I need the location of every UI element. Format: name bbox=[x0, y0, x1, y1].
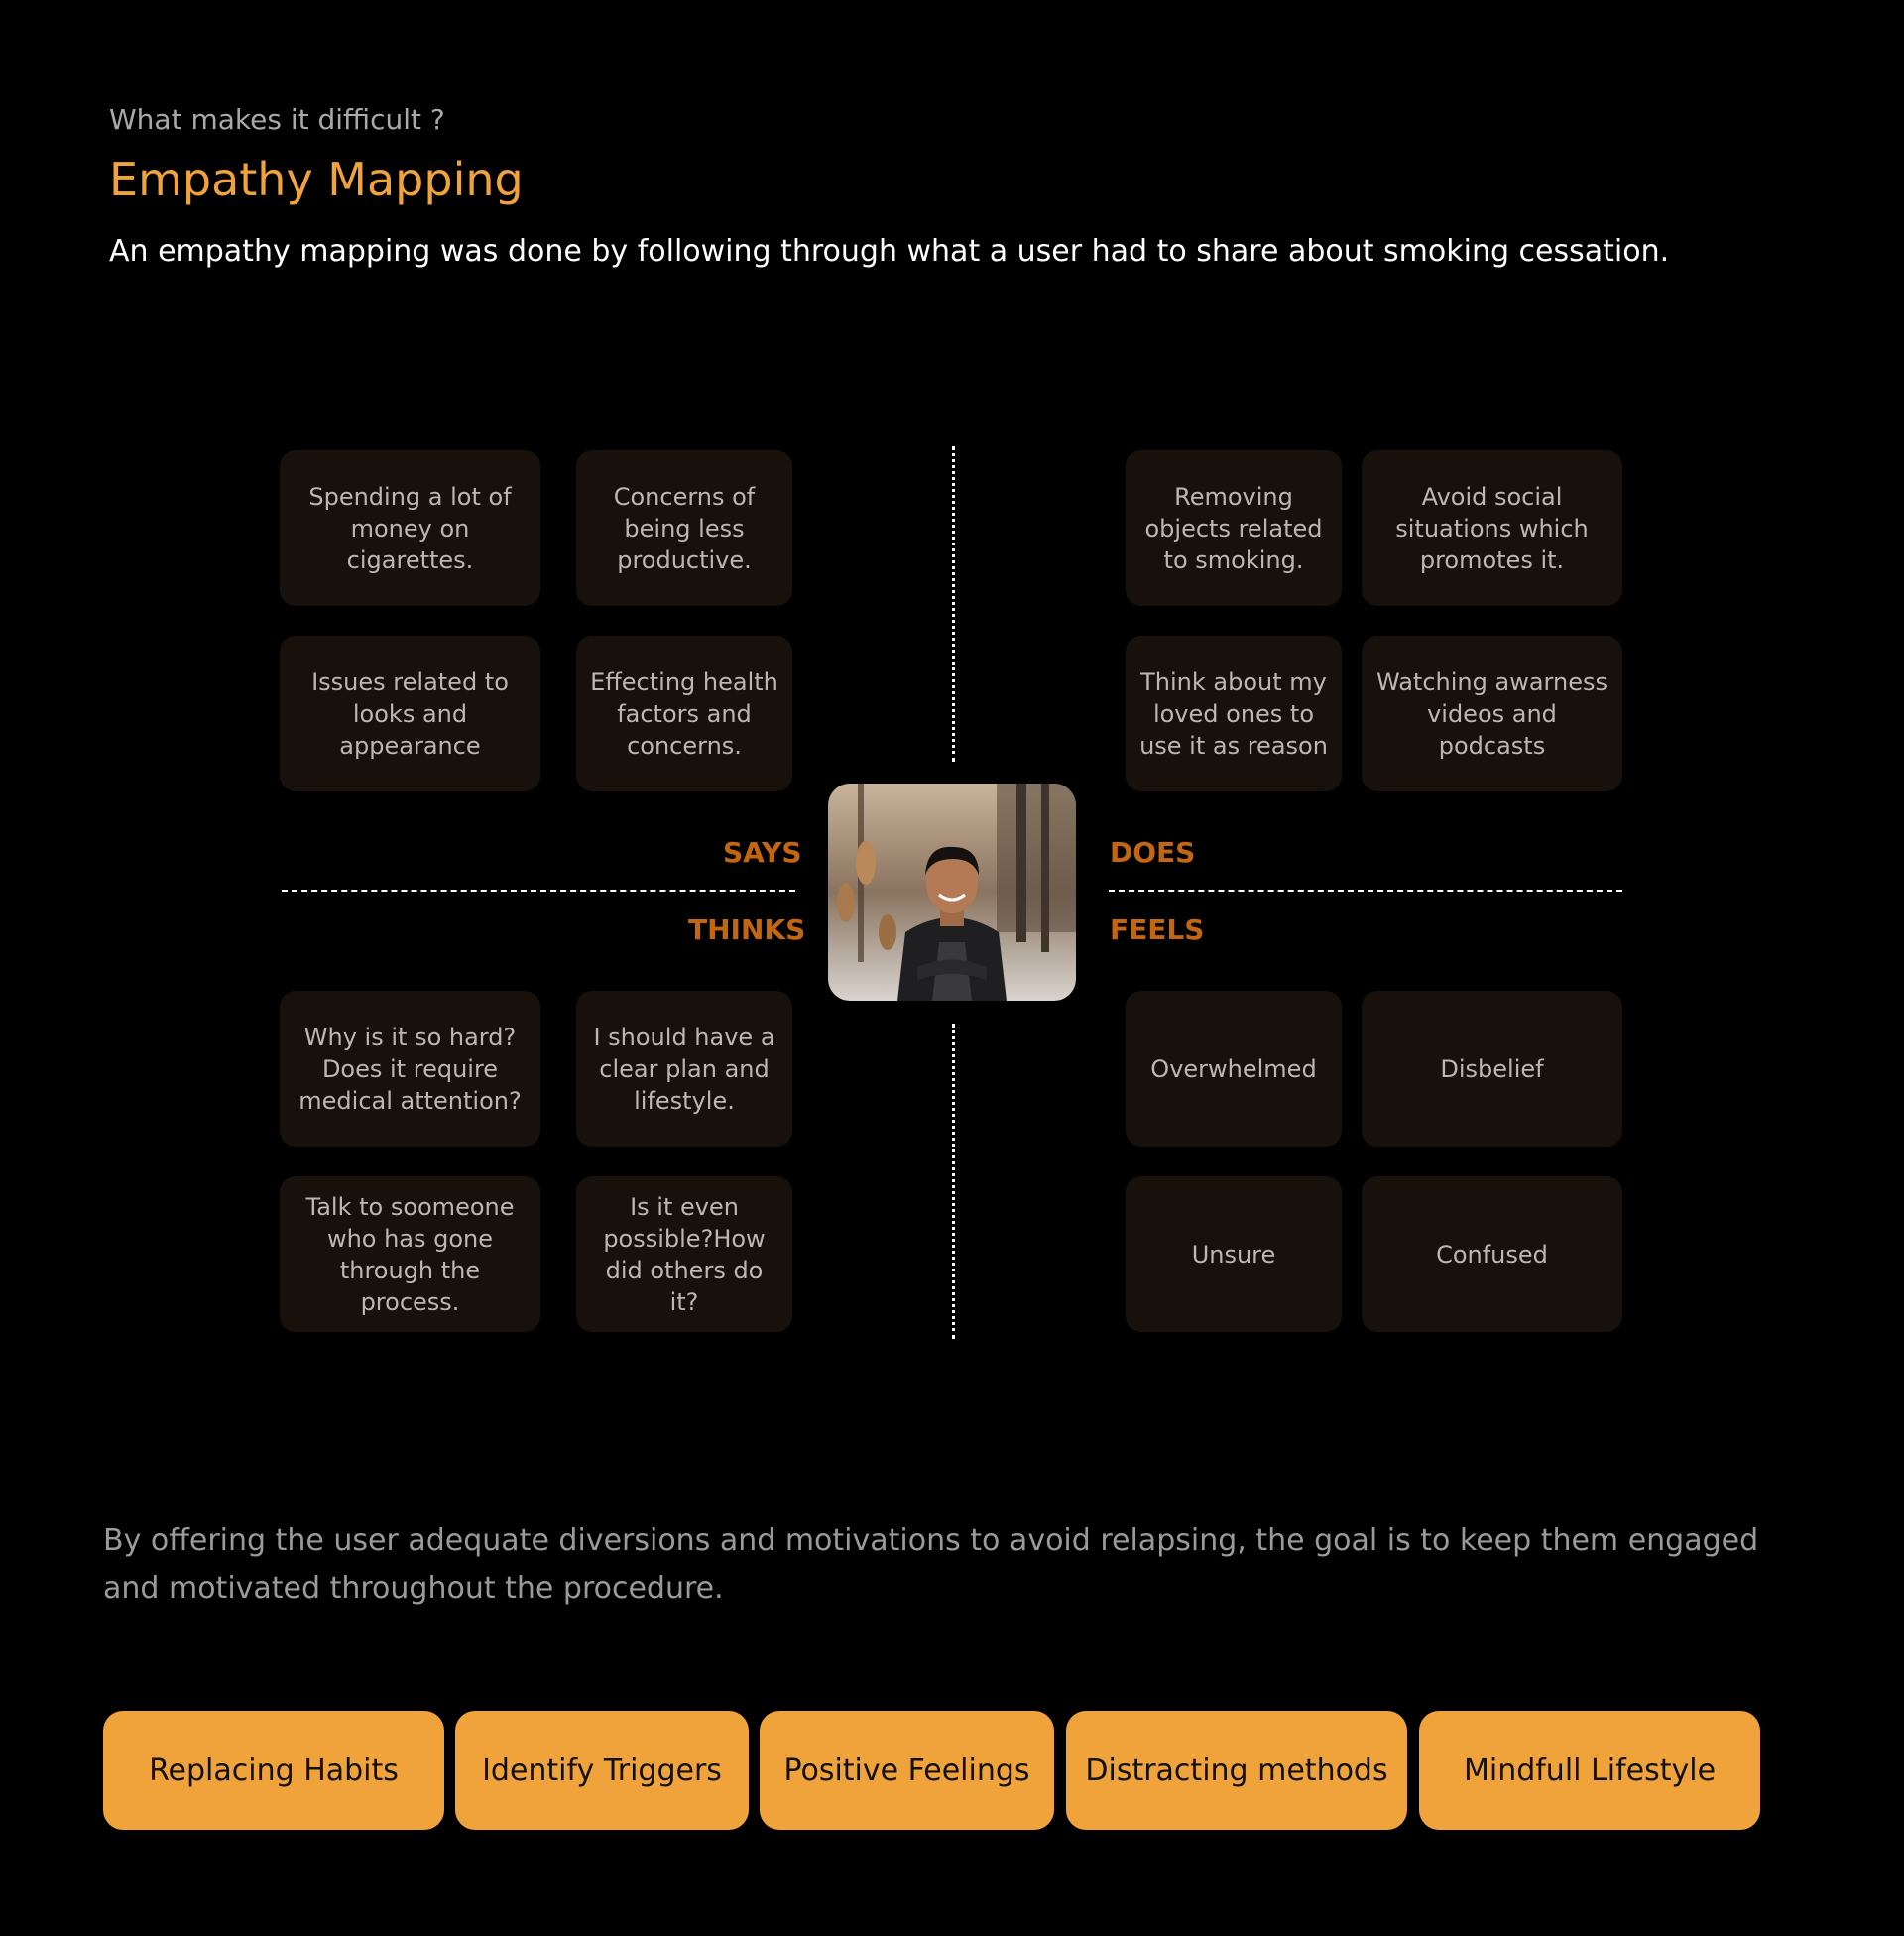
does-card: Think about my loved ones to use it as reason bbox=[1126, 636, 1342, 791]
horizontal-divider-left bbox=[282, 890, 795, 892]
says-card: Issues related to looks and appearance bbox=[280, 636, 540, 791]
feels-card: Disbelief bbox=[1362, 991, 1622, 1147]
feels-card: Overwhelmed bbox=[1126, 991, 1342, 1147]
goal-positive-feelings[interactable]: Positive Feelings bbox=[760, 1711, 1054, 1830]
goal-mindfull-lifestyle[interactable]: Mindfull Lifestyle bbox=[1419, 1711, 1760, 1830]
thinks-card: Talk to soomeone who has gone through the process. bbox=[280, 1176, 540, 1332]
label-does: DOES bbox=[1110, 836, 1196, 869]
label-says: SAYS bbox=[723, 836, 802, 869]
says-card: Concerns of being less productive. bbox=[576, 450, 792, 606]
thinks-card: Is it even possible?How did others do it? bbox=[576, 1176, 792, 1332]
goal-identify-triggers[interactable]: Identify Triggers bbox=[455, 1711, 749, 1830]
feels-card: Confused bbox=[1362, 1176, 1622, 1332]
vertical-divider-bottom bbox=[952, 1024, 955, 1339]
says-card: Spending a lot of money on cigarettes. bbox=[280, 450, 540, 606]
thinks-card: Why is it so hard? Does it require medical attention? bbox=[280, 991, 540, 1147]
does-card: Avoid social situations which promotes it. bbox=[1362, 450, 1622, 606]
does-card: Removing objects related to smoking. bbox=[1126, 450, 1342, 606]
page-title: Empathy Mapping bbox=[109, 153, 524, 206]
says-card: Effecting health factors and concerns. bbox=[576, 636, 792, 791]
vertical-divider-top bbox=[952, 446, 955, 762]
does-card: Watching awarness videos and podcasts bbox=[1362, 636, 1622, 791]
label-thinks: THINKS bbox=[688, 913, 806, 946]
horizontal-divider-right bbox=[1109, 890, 1622, 892]
goal-replacing-habits[interactable]: Replacing Habits bbox=[103, 1711, 444, 1830]
persona-photo bbox=[828, 784, 1076, 1001]
section-eyebrow: What makes it difficult ? bbox=[109, 103, 445, 136]
label-feels: FEELS bbox=[1110, 913, 1205, 946]
feels-card: Unsure bbox=[1126, 1176, 1342, 1332]
goal-distracting-methods[interactable]: Distracting methods bbox=[1066, 1711, 1407, 1830]
summary-text: By offering the user adequate diversions and motivations to avoid relapsing, the goal is to keep them engaged and motivated throughout the procedure. bbox=[103, 1523, 1759, 1606]
intro-text: An empathy mapping was done by following through what a user had to share about smoking cessation. bbox=[109, 234, 1670, 269]
thinks-card: I should have a clear plan and lifestyle. bbox=[576, 991, 792, 1147]
